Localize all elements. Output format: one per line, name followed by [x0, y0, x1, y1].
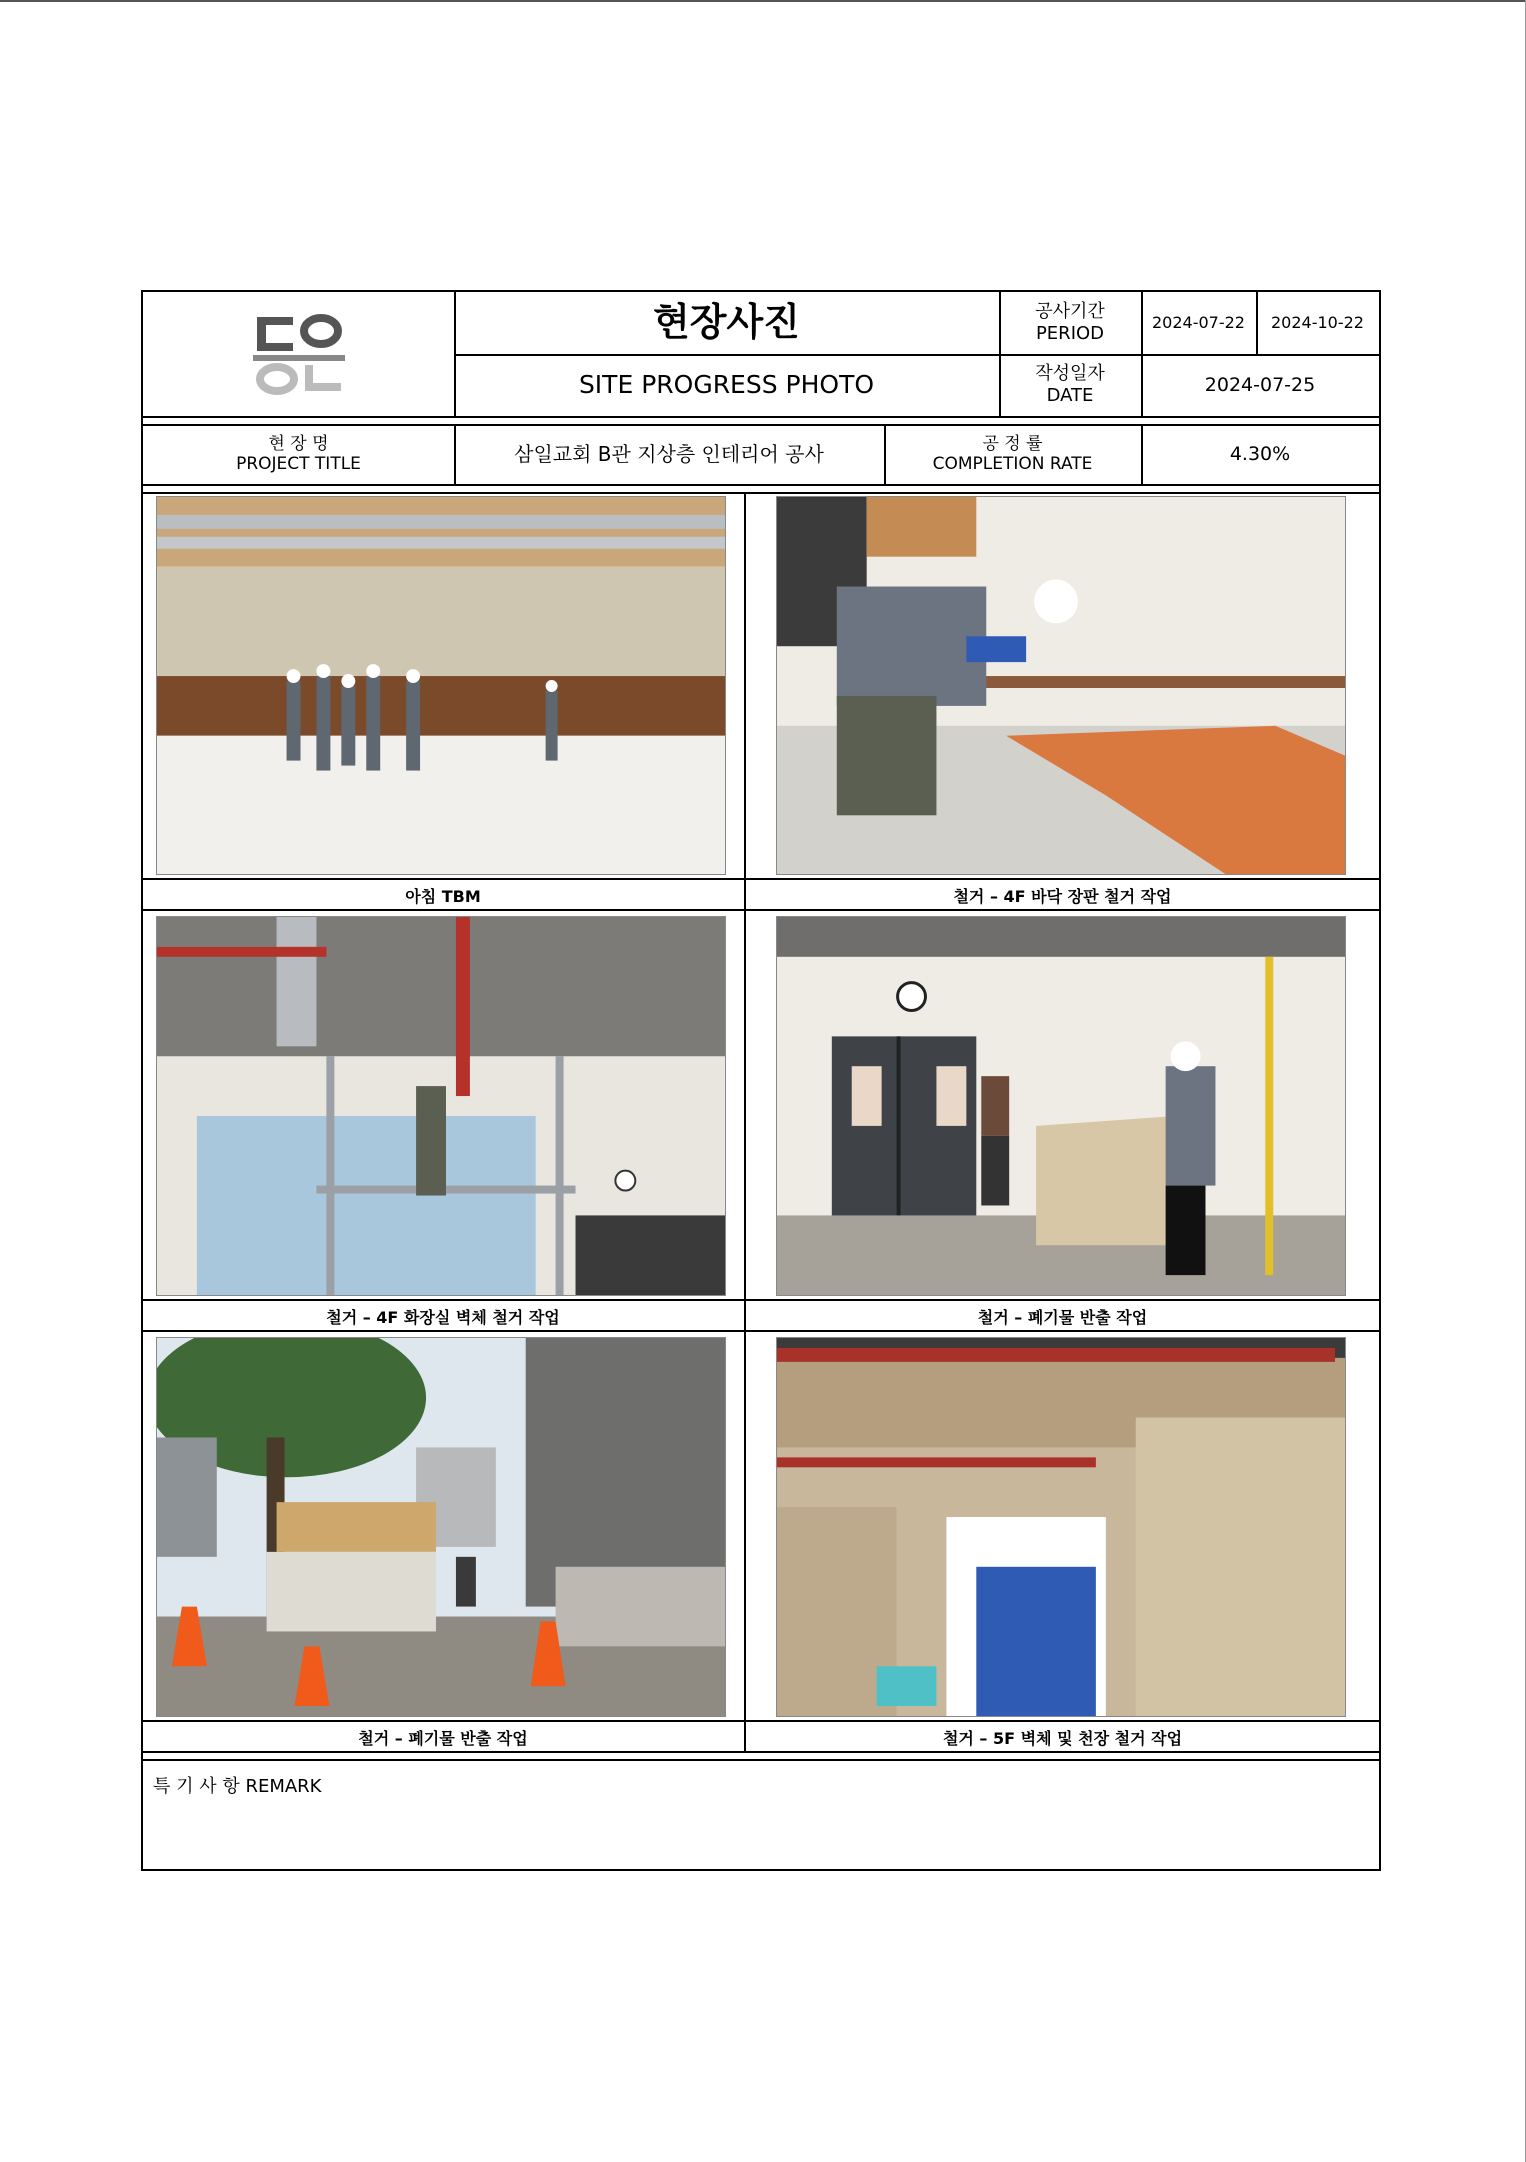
completion-rate-value: 4.30% — [1229, 442, 1291, 465]
project-title-value: 삼일교회 B관 지상층 인테리어 공사 — [514, 442, 824, 466]
photo-caption: 철거 – 4F 화장실 벽체 철거 작업 — [326, 1307, 560, 1327]
photo-caption: 철거 – 4F 바닥 장판 철거 작업 — [953, 886, 1172, 906]
company-logo-icon — [143, 292, 454, 416]
photo-4f-floor-removal — [776, 496, 1346, 875]
period-label-en: PERIOD — [1035, 323, 1105, 344]
date-label-ko: 작성일자 — [1035, 363, 1105, 385]
site-photo-sheet — [141, 290, 1381, 1871]
photo-caption: 철거 – 폐기물 반출 작업 — [358, 1728, 528, 1748]
project-title-label-en: PROJECT TITLE — [236, 454, 361, 474]
photo-5f-wall-ceiling-removal — [776, 1337, 1346, 1717]
sheet-header — [143, 292, 1379, 416]
date-label-en: DATE — [1046, 385, 1094, 406]
double-rule — [143, 1751, 1379, 1761]
double-rule — [143, 484, 1379, 494]
completion-rate-label-en: COMPLETION RATE — [932, 454, 1093, 474]
photo-waste-removal-outdoor — [156, 1337, 726, 1717]
divider — [1256, 292, 1258, 354]
remark-label: 특 기 사 항 REMARK — [153, 1776, 322, 1797]
completion-rate-label-ko: 공 정 률 — [982, 433, 1043, 454]
project-title-label-ko: 현 장 명 — [268, 433, 329, 454]
period-start-value: 2024-07-22 — [1152, 313, 1245, 333]
photo-morning-tbm — [156, 496, 726, 875]
photo-caption: 아침 TBM — [405, 886, 481, 906]
photo-grid-divider — [744, 494, 746, 1752]
project-row — [143, 424, 1379, 484]
divider — [1141, 424, 1143, 484]
divider — [454, 424, 456, 484]
page-top-edge — [0, 0, 1526, 2]
photo-waste-removal-indoor — [776, 916, 1346, 1296]
date-value: 2024-07-25 — [1204, 373, 1316, 396]
period-label — [999, 292, 1141, 354]
project-title-label — [143, 424, 454, 484]
page-subtitle: SITE PROGRESS PHOTO — [578, 370, 875, 399]
page-title: 현장사진 — [653, 300, 800, 345]
divider — [884, 424, 886, 484]
divider — [454, 354, 1379, 356]
photo-caption: 철거 – 5F 벽체 및 천장 철거 작업 — [942, 1728, 1183, 1748]
date-label — [999, 354, 1141, 416]
photo-4f-restroom-wall-removal — [156, 916, 726, 1296]
completion-rate-label — [884, 424, 1141, 484]
photo-caption: 철거 – 폐기물 반출 작업 — [977, 1307, 1148, 1327]
period-label-ko: 공사기간 — [1035, 301, 1105, 323]
period-end-value: 2024-10-22 — [1271, 313, 1364, 333]
